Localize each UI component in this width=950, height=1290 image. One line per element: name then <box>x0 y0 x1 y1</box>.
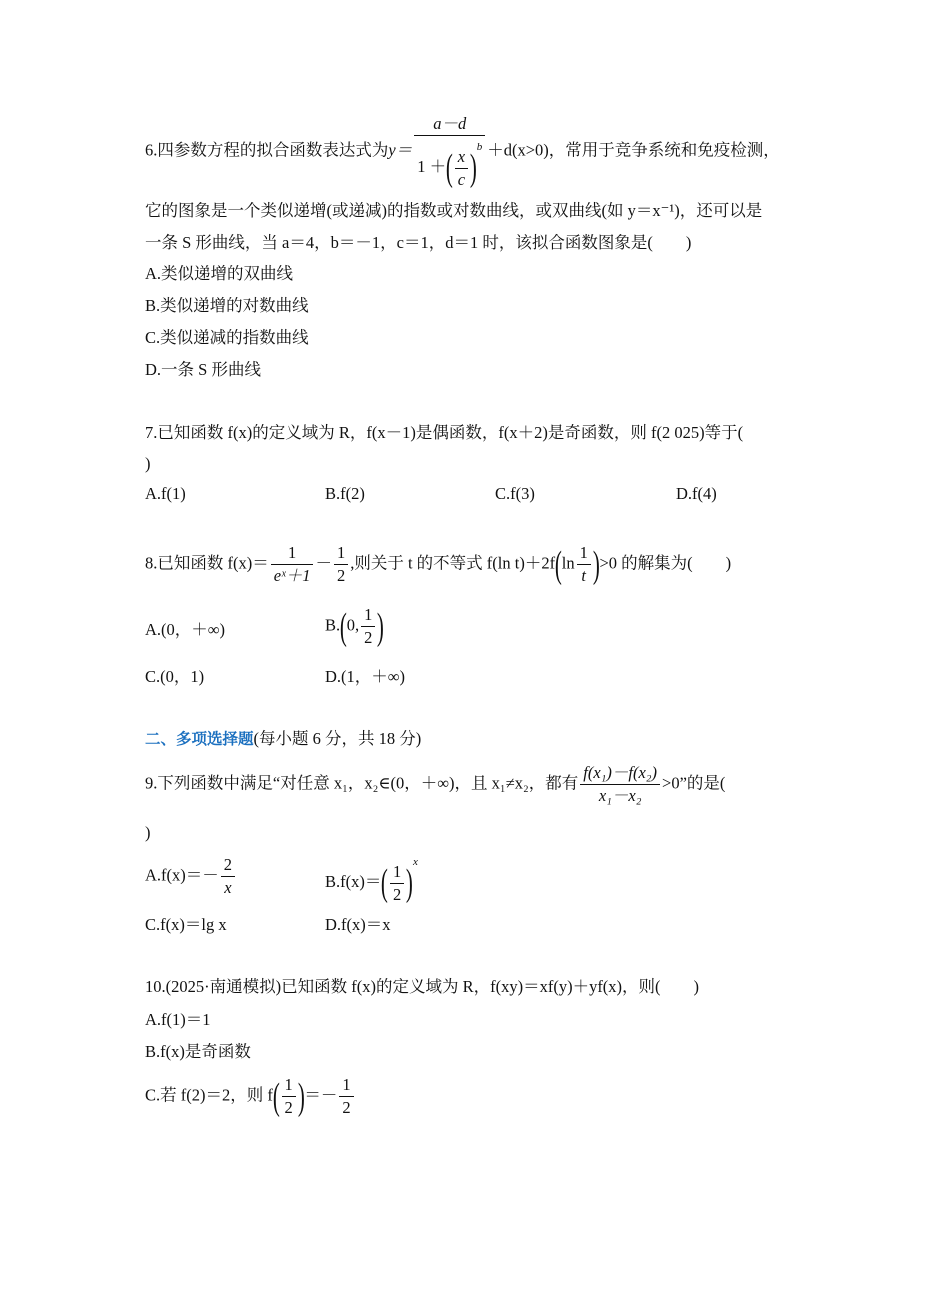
q6-den-one: 1 ＋ <box>417 157 447 176</box>
q9-stem-line2: ) <box>145 823 151 842</box>
q6-main-fraction <box>414 114 485 190</box>
q8-f2-den: 2 <box>336 566 346 585</box>
q8-stem-mid: ,则关于 t 的不等式 f(ln t)＋2f <box>350 553 556 573</box>
section-subtitle: (每小题 6 分，共 18 分) <box>253 729 422 748</box>
q10-option-c-label: C.若 f(2)＝2，则 f <box>145 1085 273 1105</box>
q6-frac-numerator: a－d <box>414 114 485 136</box>
q9-b-fraction <box>390 862 404 905</box>
q6-frac-denominator <box>414 136 485 190</box>
q6-option-b[interactable]: B.类似递增的对数曲线 <box>145 296 309 315</box>
q10-c-num2: 1 <box>339 1075 353 1097</box>
q9-a-num: 2 <box>221 855 235 877</box>
q8-stem-end: >0 的解集为( ) <box>599 553 732 573</box>
q6-option-a[interactable]: A.类似递增的双曲线 <box>145 264 294 283</box>
q7-option-b[interactable]: B.f(2) <box>325 484 365 503</box>
q6-inner-den: c <box>457 169 466 189</box>
q10-c-fraction-2 <box>339 1075 353 1118</box>
section-title: 二、多项选择题 <box>145 730 254 748</box>
q7-option-d[interactable]: D.f(4) <box>676 484 717 503</box>
q9-option-a[interactable] <box>145 855 237 898</box>
q8-ln: ln <box>561 553 575 573</box>
q7-stem-line2: ) <box>145 454 151 473</box>
q9-option-b[interactable] <box>325 852 418 905</box>
q8-f1-den: eˣ＋1 <box>273 566 311 585</box>
q8-b-right-paren: ) <box>377 605 385 648</box>
q6-left-paren: ( <box>445 147 453 190</box>
q10-c-fraction <box>282 1075 296 1118</box>
q8-f1-num: 1 <box>271 543 314 565</box>
q8-b-den: 2 <box>364 628 373 647</box>
q10-c-mid: ＝－ <box>304 1085 338 1105</box>
q6-option-c[interactable]: C.类似递减的指数曲线 <box>145 328 309 347</box>
q10-c-num: 1 <box>282 1075 296 1097</box>
q6-stem-line2: 它的图象是一个类似递增(或递减)的指数或对数曲线，或双曲线(如 y＝x⁻¹)，还可以是 <box>145 201 763 220</box>
q9-fraction <box>580 763 660 806</box>
q9-stem-start: 9.下列函数中满足“对任意 x₁，x₂∈(0，＋∞)，且 x₁≠x₂，都有 <box>145 773 579 793</box>
q8-f3-den: t <box>581 566 586 585</box>
q8-fraction-2 <box>334 543 348 586</box>
q9-option-b-label: B.f(x)＝ <box>325 872 382 891</box>
q8-option-a[interactable]: A.(0，＋∞) <box>145 620 226 639</box>
q8-left-paren: ( <box>554 543 562 586</box>
q9-stem-end: >0”的是( <box>662 773 726 793</box>
q10-c-den: 2 <box>284 1098 293 1117</box>
q10-c-den2: 2 <box>342 1098 351 1117</box>
q9-option-d[interactable]: D.f(x)＝x <box>325 915 391 934</box>
q9-option-c[interactable]: C.f(x)＝lg x <box>145 915 227 934</box>
q9-a-den: x <box>224 878 232 897</box>
q8-f2-num: 1 <box>334 543 348 565</box>
q10-option-c[interactable] <box>145 1075 356 1118</box>
q8-b-left-paren: ( <box>339 605 347 648</box>
q7-option-c[interactable]: C.f(3) <box>495 484 535 503</box>
q6-stem-line1 <box>145 114 780 190</box>
q6-exp-b: b <box>476 141 483 153</box>
q8-option-d[interactable]: D.(1，＋∞) <box>325 667 406 686</box>
q9-b-den: 2 <box>393 884 402 904</box>
q9-a-fraction <box>221 855 235 898</box>
section-heading <box>145 729 421 749</box>
q6-option-d[interactable]: D.一条 S 形曲线 <box>145 360 261 379</box>
q9-num: f(x₁)－f(x₂) <box>580 763 660 785</box>
q9-b-exp: x <box>412 856 418 868</box>
q6-plus-d: ＋d(x>0)，常用于竞争系统和免疫检测， <box>487 140 780 160</box>
q6-inner-fraction <box>455 147 468 190</box>
q8-minus: － <box>315 553 332 573</box>
q8-stem-start: 8.已知函数 f(x)＝ <box>145 553 269 573</box>
q6-right-paren: ) <box>469 147 477 190</box>
q6-inner-num: x <box>455 147 468 169</box>
q8-b-zero: 0, <box>346 615 360 635</box>
q8-b-fraction <box>361 605 375 648</box>
q10-option-a[interactable]: A.f(1)＝1 <box>145 1010 211 1029</box>
q8-option-c[interactable]: C.(0，1) <box>145 667 205 686</box>
q9-den: x₁－x₂ <box>598 786 642 805</box>
q8-option-b-label: B. <box>325 615 341 635</box>
q10-option-b[interactable]: B.f(x)是奇函数 <box>145 1042 251 1061</box>
q10-c-right-paren: ) <box>297 1075 305 1118</box>
q8-fraction-3 <box>577 543 591 586</box>
q8-b-num: 1 <box>361 605 375 627</box>
q9-b-left-paren: ( <box>381 862 389 905</box>
q10-stem: 10.(2025·南通模拟)已知函数 f(x)的定义域为 R，f(xy)＝xf(y)＋yf(x)，则( ) <box>145 977 700 996</box>
q9-option-a-label: A.f(x)＝－ <box>145 865 219 885</box>
q9-b-num: 1 <box>390 862 404 884</box>
q7-stem-line1: 7.已知函数 f(x)的定义域为 R，f(x－1)是偶函数，f(x＋2)是奇函数，则 f(2 025)等于( <box>145 423 744 442</box>
q8-right-paren: ) <box>592 543 600 586</box>
q6-stem-text: 6.四参数方程的拟合函数表达式为 <box>145 140 389 160</box>
q6-stem-line3: 一条 S 形曲线，当 a＝4，b＝－1，c＝1，d＝1 时，该拟合函数图象是( ) <box>145 233 692 252</box>
q9-stem-line1 <box>145 763 725 806</box>
q8-option-b[interactable] <box>325 605 384 648</box>
q7-option-a[interactable]: A.f(1) <box>145 484 186 503</box>
q8-fraction-1 <box>271 543 314 586</box>
q8-stem <box>145 543 731 586</box>
q6-y-eq: y＝ <box>388 140 413 160</box>
q8-f3-num: 1 <box>577 543 591 565</box>
q10-c-left-paren: ( <box>272 1075 280 1118</box>
q9-b-right-paren: ) <box>406 862 414 905</box>
